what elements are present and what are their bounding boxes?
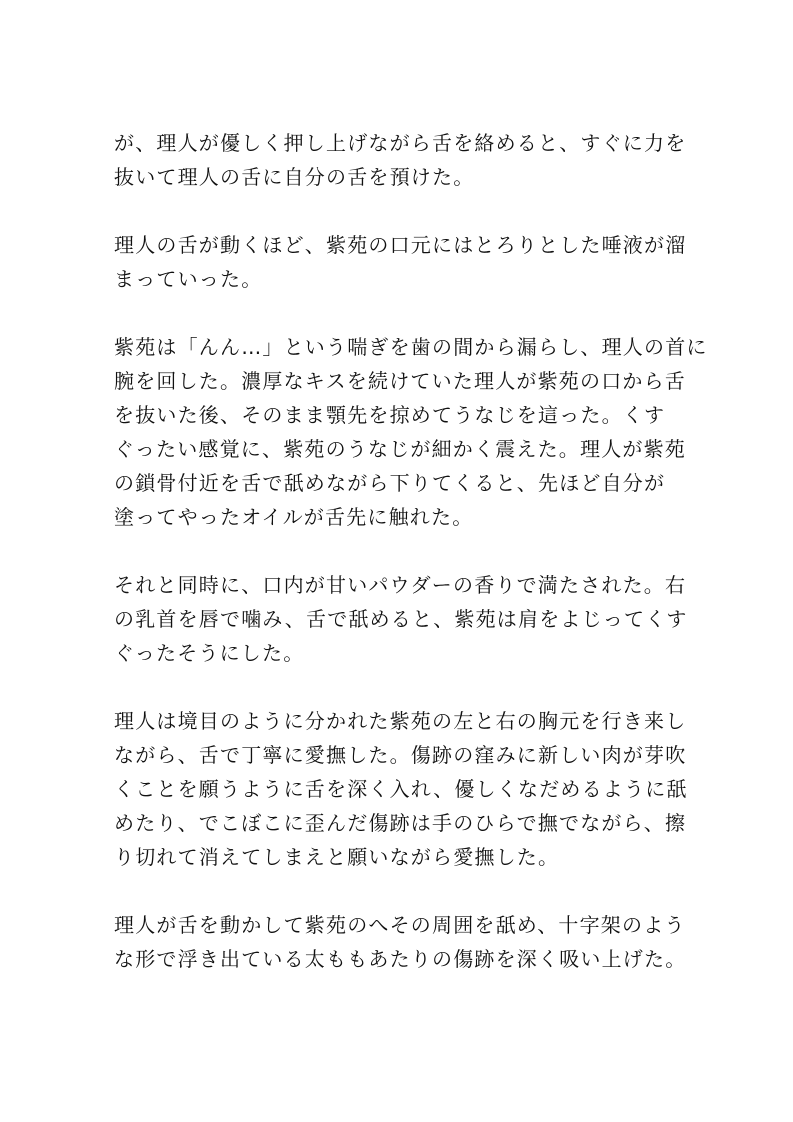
- text-line: 理人は境目のように分かれた紫苑の左と右の胸元を行き来し: [114, 709, 687, 733]
- text-line: それと同時に、口内が甘いパウダーの香りで満たされた。右: [114, 573, 687, 597]
- paragraph-1: [114, 126, 686, 194]
- text-line: 理人の舌が動くほど、紫苑の口元にはとろりとした唾液が溜: [114, 233, 687, 257]
- text-line: くことを願うように舌を深く入れ、優しくなだめるように舐: [114, 777, 688, 801]
- text-line: 塗ってやったオイルが舌先に触れた。: [114, 505, 474, 529]
- text-line: めたり、でこぼこに歪んだ傷跡は手のひらで撫でながら、擦: [114, 811, 687, 835]
- paragraph-4: [114, 568, 686, 670]
- text-line: 抜いて理人の舌に自分の舌を預けた。: [114, 165, 475, 189]
- paragraph-2: [114, 228, 686, 296]
- paragraph-3: [114, 330, 708, 534]
- text-line: の乳首を唇で噛み、舌で舐めると、紫苑は肩をよじってくす: [114, 607, 688, 631]
- text-line: り切れて消えてしまえと願いながら愛撫した。: [114, 845, 560, 869]
- text-line: ぐったそうにした。: [114, 641, 305, 665]
- body-text: [114, 126, 708, 1010]
- text-line: ぐったい感覚に、紫苑のうなじが細かく震えた。理人が紫苑: [114, 437, 686, 461]
- text-line: の鎖骨付近を舌で舐めながら下りてくると、先ほど自分が: [114, 471, 666, 495]
- text-line: ながら、舌で丁寧に愛撫した。傷跡の窪みに新しい肉が芽吹: [114, 743, 687, 767]
- text-line: 腕を回した。濃厚なキスを続けていた理人が紫苑の口から舌: [114, 369, 686, 393]
- text-line: 理人が舌を動かして紫苑のへその周囲を舐め、十字架のよう: [114, 913, 686, 937]
- text-line: が、理人が優しく押し上げながら舌を絡めると、すぐに力を: [114, 131, 687, 155]
- text-line: 紫苑は「んん…」という喘ぎを歯の間から漏らし、理人の首に: [114, 335, 708, 359]
- paragraph-5: [114, 704, 686, 874]
- paragraph-6: [114, 908, 686, 976]
- text-line: まっていった。: [114, 267, 263, 291]
- text-line: を抜いた後、そのまま顎先を掠めてうなじを這った。くす: [114, 403, 666, 427]
- text-line: な形で浮き出ている太ももあたりの傷跡を深く吸い上げた。: [114, 947, 687, 971]
